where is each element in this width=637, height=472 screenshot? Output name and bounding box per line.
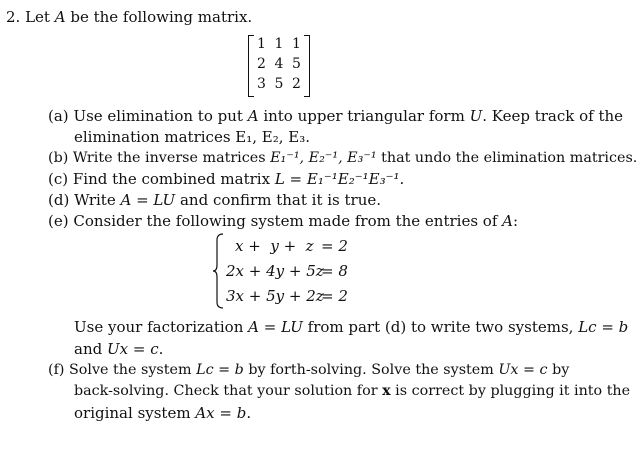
matrix-row [253, 36, 305, 54]
part-a-line2: elimination matrices E₁, E₂, E₃. [74, 128, 311, 146]
matrix-row [253, 56, 305, 74]
matrix-cell: 2 [257, 56, 266, 72]
part-b: (b) Write the inverse matrices E₁⁻¹, E₂⁻¹, E₃⁻¹ that undo the elimination matrices. [48, 150, 637, 166]
part-c: (c) Find the combined matrix L = E₁⁻¹E₂⁻¹E₃⁻¹. [48, 170, 405, 188]
matrix-cell: 5 [274, 76, 284, 92]
equation-lhs: 3x + 5y + 2z [226, 287, 324, 305]
system-brace [212, 233, 224, 309]
part-a-line1: (a) Use elimination to put A into upper triangular form U. Keep track of the [48, 107, 624, 125]
matrix-cell: 1 [257, 36, 266, 52]
part-a-label: (a) [48, 107, 69, 125]
problem-heading: 2. Let A be the following matrix. [6, 8, 253, 26]
part-d-label: (d) [48, 191, 70, 209]
part-f-line3: original system Ax = b. [74, 404, 252, 422]
matrix-row [253, 76, 305, 94]
part-c-label: (c) [48, 170, 69, 188]
part-e-follow2: and Ux = c. [74, 340, 164, 358]
problem-number: 2. [6, 8, 21, 26]
equation-rhs: = 2 [321, 237, 348, 255]
part-b-label: (b) [48, 150, 69, 166]
matrix-cell: 4 [274, 56, 284, 72]
equation-rhs: = 8 [321, 262, 348, 280]
matrix-cell: 2 [292, 76, 301, 92]
part-f-line2: back-solving. Check that your solution for x is correct by plugging it into the [74, 383, 631, 399]
equation-3 [226, 287, 348, 306]
equation-rhs: = 2 [321, 287, 348, 305]
part-f-line1: (f) Solve the system Lc = b by forth-solving. Solve the system Ux = c by [48, 362, 570, 378]
equation-2 [226, 262, 348, 281]
matrix-A [248, 35, 310, 97]
matrix-cell: 3 [257, 76, 266, 92]
inverse-matrices: E₁⁻¹, E₂⁻¹, E₃⁻¹ [270, 150, 377, 166]
part-e: (e) Consider the following system made from the entries of A: [48, 212, 519, 230]
part-e-label: (e) [48, 212, 69, 230]
equation-lhs: 2x + 4y + 5z [226, 262, 324, 280]
L-formula: L = E₁⁻¹E₂⁻¹E₃⁻¹. [274, 170, 405, 188]
matrix-cell: 5 [292, 56, 301, 72]
part-f-label: (f) [48, 362, 65, 378]
part-e-follow1: Use your factorization A = LU from part (d) to write two systems, Lc = b [74, 318, 629, 336]
matrix-cell: 1 [274, 36, 284, 52]
equation-lhs: x + y + z [235, 237, 314, 255]
matrix-cell: 1 [292, 36, 301, 52]
part-d: (d) Write A = LU and confirm that it is true. [48, 191, 382, 209]
equation-1 [235, 237, 348, 256]
